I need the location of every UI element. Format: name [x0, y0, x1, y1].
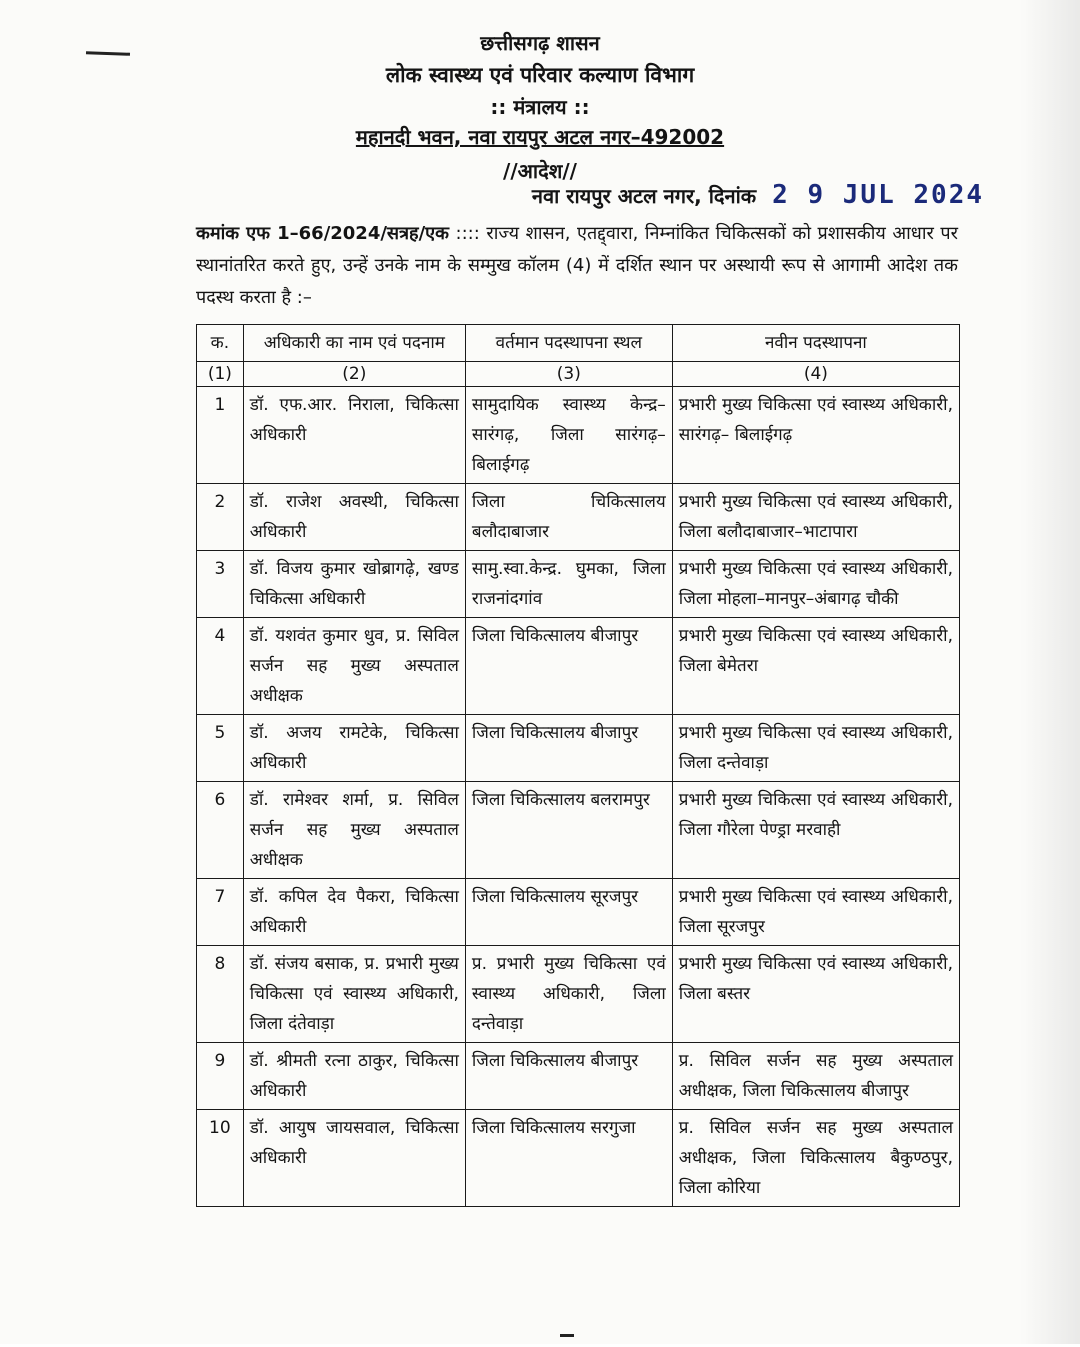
office-address: महानदी भवन, नवा रायपुर अटल नगर–492002 [355, 125, 725, 149]
row-sn: 4 [197, 618, 244, 715]
row-sn: 7 [197, 879, 244, 946]
page-edge-shadow [1020, 0, 1080, 1344]
row-current: जिला चिकित्सालय बलरामपुर [465, 782, 672, 879]
table-row [197, 946, 960, 1043]
row-current: प्र. प्रभारी मुख्य चिकित्सा एवं स्वास्थ्य अधिकारी, जिला दन्तेवाड़ा [465, 946, 672, 1043]
row-new: प्रभारी मुख्य चिकित्सा एवं स्वास्थ्य अधिकारी, सारंगढ़– बिलाईगढ़ [672, 387, 959, 484]
order-number: कमांक एफ 1–66/2024/सत्रह/एक [196, 223, 449, 244]
row-sn: 6 [197, 782, 244, 879]
header-new-posting: नवीन पदस्थापना [672, 325, 959, 362]
ministry-label: :: मंत्रालय :: [490, 95, 590, 119]
table-row [197, 782, 960, 879]
table-row [197, 618, 960, 715]
row-sn: 3 [197, 551, 244, 618]
row-current: जिला चिकित्सालय सूरजपुर [465, 879, 672, 946]
header-current-posting: वर्तमान पदस्थापना स्थल [465, 325, 672, 362]
header-name: अधिकारी का नाम एवं पदनाम [243, 325, 465, 362]
row-sn: 8 [197, 946, 244, 1043]
table-row [197, 551, 960, 618]
row-new: प्र. सिविल सर्जन सह मुख्य अस्पताल अधीक्षक, जिला चिकित्सालय बीजापुर [672, 1043, 959, 1110]
row-new: प्र. सिविल सर्जन सह मुख्य अस्पताल अधीक्षक, जिला चिकित्सालय बैकुण्ठपुर, जिला कोरिया [672, 1110, 959, 1207]
row-name: डॉ. कपिल देव पैकरा, चिकित्सा अधिकारी [243, 879, 465, 946]
row-current: जिला चिकित्सालय बीजापुर [465, 715, 672, 782]
row-sn: 10 [197, 1110, 244, 1207]
row-new: प्रभारी मुख्य चिकित्सा एवं स्वास्थ्य अधिकारी, जिला बस्तर [672, 946, 959, 1043]
row-name: डॉ. संजय बसाक, प्र. प्रभारी मुख्य चिकित्सा एवं स्वास्थ्य अधिकारी, जिला दंतेवाड़ा [243, 946, 465, 1043]
page-continuation-mark [560, 1334, 574, 1347]
col-number: (4) [672, 362, 959, 387]
row-sn: 2 [197, 484, 244, 551]
table-row [197, 715, 960, 782]
row-new: प्रभारी मुख्य चिकित्सा एवं स्वास्थ्य अधिकारी, जिला मोहला–मानपुर–अंबागढ़ चौकी [672, 551, 959, 618]
row-new: प्रभारी मुख्य चिकित्सा एवं स्वास्थ्य अधिकारी, जिला बेमेतरा [672, 618, 959, 715]
row-name: डॉ. आयुष जायसवाल, चिकित्सा अधिकारी [243, 1110, 465, 1207]
row-new: प्रभारी मुख्य चिकित्सा एवं स्वास्थ्य अधिकारी, जिला सूरजपुर [672, 879, 959, 946]
order-paragraph [196, 218, 958, 314]
order-text: :::: राज्य शासन, एतद्द्वारा, निम्नांकित चिकित्सकों को प्रशासकीय आधार पर स्थानांतरित करते हुए, उन्हें उनके नाम के सम्मुख कॉलम (4) में दर्शित स्थान पर अस्थायी रूप से आगामी आदेश तक पदस्थ करता है :– [196, 223, 958, 308]
row-new: प्रभारी मुख्य चिकित्सा एवं स्वास्थ्य अधिकारी, जिला बलौदाबाजार–भाटापारा [672, 484, 959, 551]
table-row [197, 1043, 960, 1110]
row-name: डॉ. श्रीमती रत्ना ठाकुर, चिकित्सा अधिकारी [243, 1043, 465, 1110]
table-row [197, 1110, 960, 1207]
row-name: डॉ. विजय कुमार खोब्रागढ़े, खण्ड चिकित्सा अधिकारी [243, 551, 465, 618]
col-number: (1) [197, 362, 244, 387]
row-sn: 1 [197, 387, 244, 484]
govt-name: छत्तीसगढ़ शासन [480, 31, 600, 55]
table-row [197, 387, 960, 484]
table-row [197, 879, 960, 946]
col-number: (2) [243, 362, 465, 387]
column-number-row [197, 362, 960, 387]
row-sn: 9 [197, 1043, 244, 1110]
row-name: डॉ. अजय रामटेके, चिकित्सा अधिकारी [243, 715, 465, 782]
row-current: जिला चिकित्सालय बीजापुर [465, 618, 672, 715]
table-row [197, 484, 960, 551]
table-header-row [197, 325, 960, 362]
dateline [532, 180, 984, 214]
row-current: जिला चिकित्सालय सरगुजा [465, 1110, 672, 1207]
order-heading: //आदेश// [503, 159, 577, 183]
row-new: प्रभारी मुख्य चिकित्सा एवं स्वास्थ्य अधिकारी, जिला दन्तेवाड़ा [672, 715, 959, 782]
header-sn: क. [197, 325, 244, 362]
transfer-table [196, 324, 960, 1207]
col-number: (3) [465, 362, 672, 387]
row-current: जिला चिकित्सालय बीजापुर [465, 1043, 672, 1110]
row-sn: 5 [197, 715, 244, 782]
date-stamp: 2 9 JUL 2024 [772, 180, 984, 210]
row-current: सामु.स्वा.केन्द्र. घुमका, जिला राजनांदगांव [465, 551, 672, 618]
row-name: डॉ. यशवंत कुमार धुव, प्र. सिविल सर्जन सह मुख्य अस्पताल अधीक्षक [243, 618, 465, 715]
row-current: जिला चिकित्सालय बलौदाबाजार [465, 484, 672, 551]
row-name: डॉ. एफ.आर. निराला, चिकित्सा अधिकारी [243, 387, 465, 484]
row-name: डॉ. राजेश अवस्थी, चिकित्सा अधिकारी [243, 484, 465, 551]
row-name: डॉ. रामेश्वर शर्मा, प्र. सिविल सर्जन सह मुख्य अस्पताल अधीक्षक [243, 782, 465, 879]
department-name: लोक स्वास्थ्य एवं परिवार कल्याण विभाग [385, 63, 695, 87]
row-current: सामुदायिक स्वास्थ्य केन्द्र–सारंगढ़, जिला सारंगढ़– बिलाईगढ़ [465, 387, 672, 484]
dateline-place: नवा रायपुर अटल नगर, दिनांक [531, 184, 757, 208]
row-new: प्रभारी मुख्य चिकित्सा एवं स्वास्थ्य अधिकारी, जिला गौरेला पेण्ड्रा मरवाही [672, 782, 959, 879]
